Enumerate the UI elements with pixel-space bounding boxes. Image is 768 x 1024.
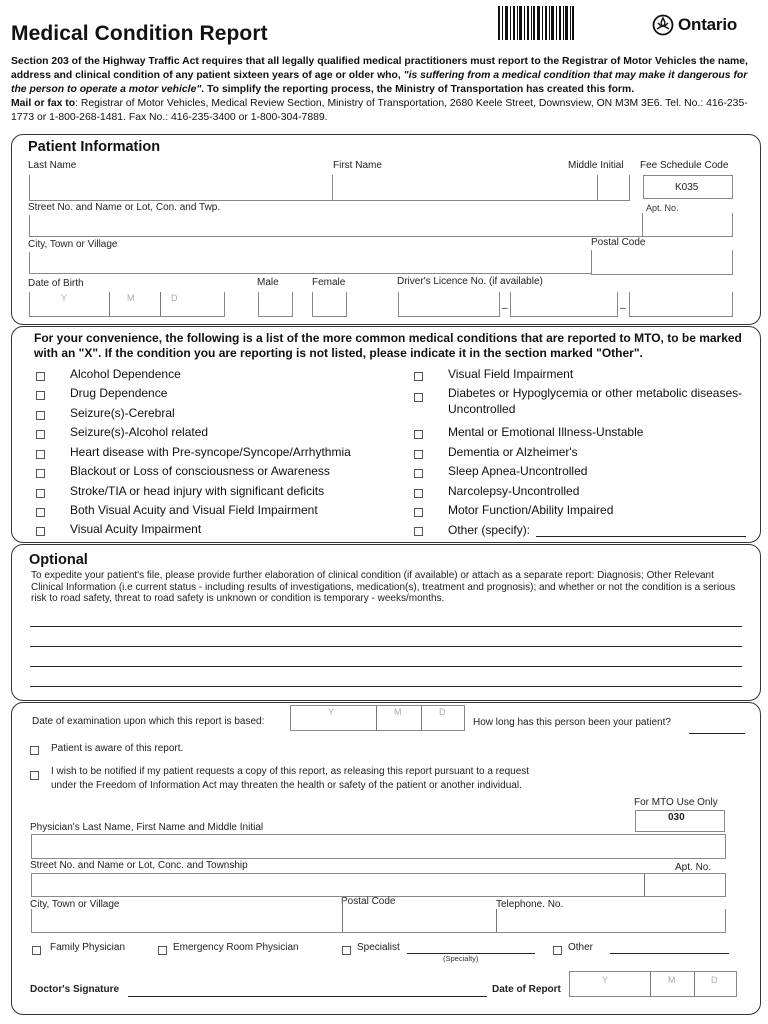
report-y: Y bbox=[602, 975, 609, 985]
mail-text: : Registrar of Motor Vehicles, Medical Review Section, Ministry of Transportation, 2680 Keele Street, Downsview, ON M3M 3E6. Tel. No.: 416-235-1773 or 1-800-268-1481. Fax No.: 416-235-3400 or 1-800-304-7889. bbox=[11, 98, 748, 123]
intro-bold-2: . To simplify the reporting process, the Ministry of Transportation has created this form. bbox=[201, 84, 635, 95]
cond-blackout: Blackout or Loss of consciousness or Awareness bbox=[70, 464, 330, 478]
first-name-field[interactable] bbox=[332, 175, 598, 201]
checkbox-er-physician[interactable] bbox=[158, 946, 167, 955]
checkbox-notify[interactable] bbox=[30, 771, 39, 780]
fee-schedule-field[interactable] bbox=[643, 175, 733, 199]
male-checkbox-field[interactable] bbox=[258, 292, 293, 317]
street-field[interactable] bbox=[29, 215, 643, 237]
middle-initial-field[interactable] bbox=[597, 175, 630, 201]
licence-part-3[interactable] bbox=[629, 292, 733, 317]
licence-label: Driver's Licence No. (if available) bbox=[397, 276, 543, 287]
cond-narcolepsy: Narcolepsy-Uncontrolled bbox=[448, 484, 580, 498]
checkbox-seizure-cerebral[interactable] bbox=[36, 411, 45, 420]
dob-label: Date of Birth bbox=[28, 278, 84, 289]
physician-name-label: Physician's Last Name, First Name and Middle Initial bbox=[30, 822, 264, 833]
mail-label: Mail or fax to bbox=[11, 98, 76, 109]
cond-seizure-alcohol: Seizure(s)-Alcohol related bbox=[70, 425, 209, 439]
other-specify-line[interactable] bbox=[536, 536, 746, 537]
checkbox-visual-acuity[interactable] bbox=[36, 527, 45, 536]
checkbox-narcolepsy[interactable] bbox=[414, 489, 423, 498]
checkbox-other[interactable] bbox=[414, 527, 423, 536]
optional-line-3[interactable] bbox=[30, 666, 742, 667]
cond-motor-function: Motor Function/Ability Impaired bbox=[448, 503, 614, 517]
last-name-field[interactable] bbox=[29, 175, 333, 201]
checkbox-drug-dependence[interactable] bbox=[36, 391, 45, 400]
barcode bbox=[498, 6, 574, 40]
physician-postal-label: Postal Code bbox=[341, 896, 396, 907]
cond-visual-field: Visual Field Impairment bbox=[448, 367, 574, 381]
report-d: D bbox=[711, 975, 718, 985]
cond-diabetes-cont: Uncontrolled bbox=[448, 402, 516, 416]
patient-information-panel bbox=[11, 134, 761, 325]
female-label: Female bbox=[312, 277, 346, 288]
cond-visual-acuity-field: Both Visual Acuity and Visual Field Impairment bbox=[70, 503, 318, 517]
cond-visual-acuity: Visual Acuity Impairment bbox=[70, 522, 202, 536]
checkbox-mental-illness[interactable] bbox=[414, 430, 423, 439]
physician-name-field[interactable] bbox=[31, 834, 726, 859]
exam-m: M bbox=[394, 707, 402, 717]
street-label: Street No. and Name or Lot, Con. and Twp. bbox=[28, 202, 221, 213]
section-title-optional: Optional bbox=[29, 552, 88, 568]
dob-m: M bbox=[127, 293, 135, 303]
family-physician-label: Family Physician bbox=[50, 942, 126, 953]
cond-drug-dependence: Drug Dependence bbox=[70, 386, 168, 400]
physician-apt-label: Apt. No. bbox=[675, 862, 712, 873]
checkbox-family-physician[interactable] bbox=[32, 946, 41, 955]
intro-text bbox=[11, 55, 761, 125]
checkbox-stroke[interactable] bbox=[36, 489, 45, 498]
postal-label: Postal Code bbox=[591, 237, 646, 248]
fee-code-value: K035 bbox=[675, 182, 699, 193]
apt-label: Apt. No. bbox=[646, 203, 679, 213]
checkbox-visual-acuity-field[interactable] bbox=[36, 508, 45, 517]
fee-schedule-label: Fee Schedule Code bbox=[640, 160, 729, 171]
physician-city-label: City, Town or Village bbox=[30, 899, 120, 910]
checkbox-visual-field[interactable] bbox=[414, 372, 423, 381]
apt-field[interactable] bbox=[642, 213, 733, 237]
how-long-label: How long has this person been your patient? bbox=[473, 717, 671, 728]
physician-panel bbox=[11, 702, 761, 1015]
how-long-field[interactable] bbox=[689, 733, 745, 734]
licence-part-2[interactable] bbox=[510, 292, 618, 317]
physician-street-field[interactable] bbox=[31, 873, 726, 897]
cond-dementia: Dementia or Alzheimer's bbox=[448, 445, 578, 459]
checkbox-alcohol-dependence[interactable] bbox=[36, 372, 45, 381]
postal-field[interactable] bbox=[591, 250, 733, 275]
checkbox-blackout[interactable] bbox=[36, 469, 45, 478]
male-label: Male bbox=[257, 277, 279, 288]
checkbox-heart-disease[interactable] bbox=[36, 450, 45, 459]
cond-stroke: Stroke/TIA or head injury with significant deficits bbox=[70, 484, 325, 498]
report-m: M bbox=[668, 975, 676, 985]
exam-d: D bbox=[439, 707, 446, 717]
last-name-label: Last Name bbox=[28, 160, 77, 171]
other-physician-field[interactable] bbox=[610, 953, 729, 954]
licence-part-1[interactable] bbox=[398, 292, 500, 317]
middle-initial-label: Middle Initial bbox=[568, 160, 624, 171]
checkbox-other-physician[interactable] bbox=[553, 946, 562, 955]
cond-heart-disease: Heart disease with Pre-syncope/Syncope/Arrhythmia bbox=[70, 445, 351, 459]
trillium-icon bbox=[652, 14, 674, 36]
cond-alcohol-dependence: Alcohol Dependence bbox=[70, 367, 181, 381]
optional-line-1[interactable] bbox=[30, 626, 742, 627]
dob-field[interactable] bbox=[29, 292, 225, 317]
mto-use-label: For MTO Use Only bbox=[634, 797, 718, 808]
physician-city-field[interactable] bbox=[31, 909, 726, 933]
city-field[interactable] bbox=[29, 252, 592, 274]
signature-label: Doctor's Signature bbox=[30, 984, 120, 995]
specialty-caption: (Specialty) bbox=[443, 954, 479, 963]
checkbox-patient-aware[interactable] bbox=[30, 746, 39, 755]
dob-y: Y bbox=[61, 293, 68, 303]
cond-other: Other (specify): bbox=[448, 523, 531, 537]
checkbox-diabetes[interactable] bbox=[414, 393, 423, 402]
date-report-label: Date of Report bbox=[492, 984, 561, 995]
checkbox-motor-function[interactable] bbox=[414, 508, 423, 517]
female-checkbox-field[interactable] bbox=[312, 292, 347, 317]
exam-y: Y bbox=[328, 707, 335, 717]
checkbox-seizure-alcohol[interactable] bbox=[36, 430, 45, 439]
section-title-patient: Patient Information bbox=[28, 139, 161, 155]
optional-panel bbox=[11, 544, 761, 701]
signature-field[interactable] bbox=[128, 996, 487, 997]
checkbox-dementia[interactable] bbox=[414, 450, 423, 459]
notify-label-1: I wish to be notified if my patient requests a copy of this report, as releasing this report pursuant to a request bbox=[51, 766, 530, 777]
cond-seizure-cerebral: Seizure(s)-Cerebral bbox=[70, 406, 175, 420]
physician-street-label: Street No. and Name or Lot, Conc. and Township bbox=[30, 860, 248, 871]
ontario-logo bbox=[652, 14, 737, 36]
first-name-label: First Name bbox=[333, 160, 382, 171]
optional-line-2[interactable] bbox=[30, 646, 742, 647]
conditions-intro: For your convenience, the following is a list of the more common medical conditions that are reported to MTO, to be marked with an "X". If the condition you are reporting is not listed, please indicate it in the section marked "Other". bbox=[34, 331, 742, 360]
licence-dash-2: – bbox=[620, 303, 626, 314]
form-title: Medical Condition Report bbox=[11, 22, 268, 45]
patient-aware-label: Patient is aware of this report. bbox=[51, 743, 184, 754]
mto-code-value: 030 bbox=[668, 812, 685, 823]
er-physician-label: Emergency Room Physician bbox=[173, 942, 299, 953]
cond-sleep-apnea: Sleep Apnea-Uncontrolled bbox=[448, 464, 588, 478]
specialist-label: Specialist bbox=[357, 942, 400, 953]
checkbox-specialist[interactable] bbox=[342, 946, 351, 955]
cond-diabetes: Diabetes or Hypoglycemia or other metabolic diseases- bbox=[448, 386, 743, 400]
other-physician-label: Other bbox=[568, 942, 594, 953]
conditions-panel bbox=[11, 326, 761, 543]
exam-date-field[interactable] bbox=[290, 705, 465, 731]
date-report-field[interactable] bbox=[569, 971, 737, 997]
checkbox-sleep-apnea[interactable] bbox=[414, 469, 423, 478]
licence-dash-1: – bbox=[502, 303, 508, 314]
physician-phone-label: Telephone. No. bbox=[496, 899, 564, 910]
notify-label-2: under the Freedom of Information Act may threaten the health or safety of the patient or another individual. bbox=[51, 780, 522, 791]
dob-d: D bbox=[171, 293, 178, 303]
city-label: City, Town or Village bbox=[28, 239, 118, 250]
intro-italic: "is suffering from a medical condition that may make it dangerous for the person to operate a motor vehicle" bbox=[11, 70, 748, 95]
cond-mental-illness: Mental or Emotional Illness-Unstable bbox=[448, 425, 644, 439]
optional-instructions: To expedite your patient's file, please provide further elaboration of clinical condition (if available) or attach as a separate report: Diagnosis; Other Relevant Clinical Information (i.e current status - including results of investigations, medication(s), treatment and prognosis); and whether or not the condition is a serious risk to road safety, threat to road safety is unknown or condition is temporary - weeks/months. bbox=[31, 570, 736, 604]
ontario-wordmark: Ontario bbox=[678, 15, 738, 34]
exam-date-label: Date of examination upon which this report is based: bbox=[32, 716, 265, 727]
optional-line-4[interactable] bbox=[30, 686, 742, 687]
mto-code-field bbox=[635, 810, 725, 832]
intro-bold-1: Section 203 of the Highway Traffic Act requires that all legally qualified medical practitioners must report to the Registrar of Motor Vehicles the name, address and clinical condition of any patient sixteen years of age or older who, bbox=[11, 56, 748, 81]
